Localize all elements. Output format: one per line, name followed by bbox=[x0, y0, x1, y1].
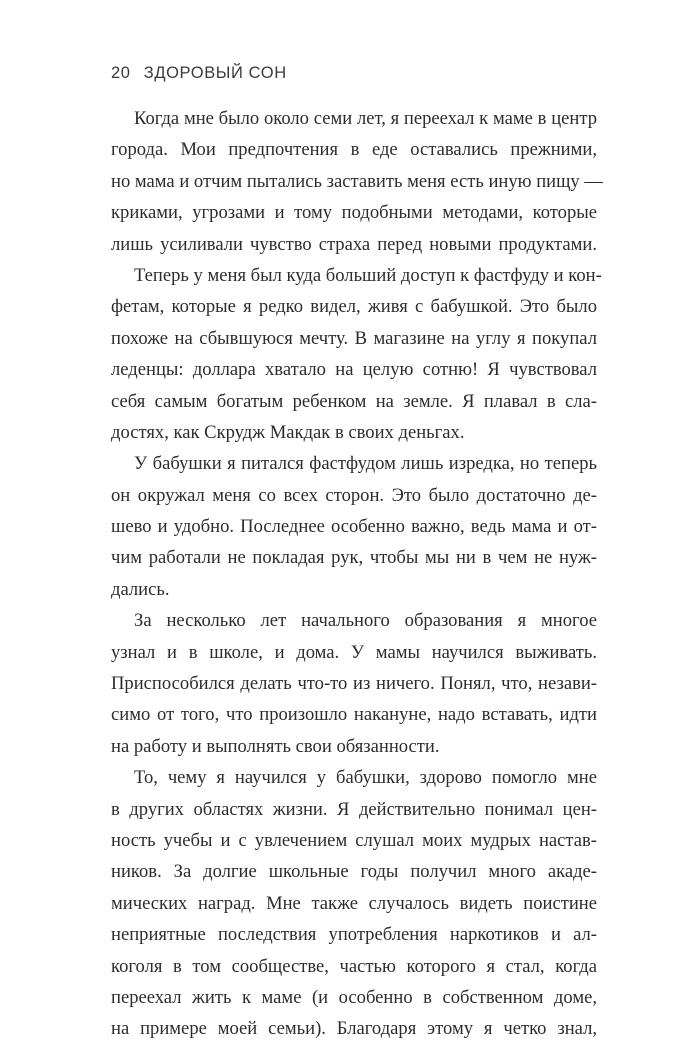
text-line: чим работали не покладая рук, чтобы мы ни в чем не нуж- bbox=[111, 547, 597, 569]
chapter-title: ЗДОРОВЫЙ СОН bbox=[143, 64, 287, 82]
text-line: фетам, которые я редко видел, живя с бабушкой. Это было bbox=[111, 296, 597, 318]
text-line: на работу и выполнять свои обязанности. bbox=[111, 735, 440, 757]
paragraph bbox=[111, 260, 602, 448]
text-line: ников. За долгие школьные годы получил много акаде- bbox=[111, 861, 597, 883]
text-line: он окружал меня со всех сторон. Это было достаточно де- bbox=[111, 484, 597, 506]
paragraph bbox=[111, 605, 597, 762]
text-line: достях, как Скрудж Макдак в своих деньгах. bbox=[111, 421, 465, 443]
text-line: лишь усиливали чувство страха перед новыми продуктами. bbox=[111, 233, 597, 255]
text-line: дались. bbox=[111, 578, 170, 600]
text-line: Когда мне было около семи лет, я переехал к маме в центр bbox=[134, 108, 597, 129]
running-head bbox=[111, 64, 287, 83]
text-line: леденцы: доллара хватало на целую сотню! Я чувствовал bbox=[111, 359, 597, 381]
text-line: в других областях жизни. Я действительно понимал цен- bbox=[111, 798, 597, 820]
page-number: 20 bbox=[111, 64, 131, 82]
text-line: на примере моей семьи). Благодаря этому я четко знал, bbox=[111, 1018, 597, 1040]
text-line: коголя в том сообществе, частью которого я стал, когда bbox=[111, 955, 597, 977]
text-line: мических наград. Мне также случалось видеть поистине bbox=[111, 892, 597, 914]
text-line: симо от того, что произошло накануне, надо вставать, идти bbox=[111, 704, 597, 726]
text-line: У бабушки я питался фастфудом лишь изредка, но теперь bbox=[134, 453, 597, 475]
text-line: шево и удобно. Последнее особенно важно, ведь мама и от- bbox=[111, 516, 597, 538]
paragraph bbox=[111, 448, 597, 605]
text-line: себя самым богатым ребенком на земле. Я плавал в сла- bbox=[111, 390, 597, 412]
text-line: Приспособился делать что-то из ничего. Понял, что, незави- bbox=[111, 673, 597, 695]
body-text bbox=[111, 103, 603, 1045]
text-line: неприятные последствия употребления наркотиков и ал- bbox=[111, 924, 597, 946]
text-line: За несколько лет начального образования я многое bbox=[134, 610, 597, 632]
paragraph bbox=[111, 762, 597, 1045]
text-line: похоже на сбывшуюся мечту. В магазине на углу я покупал bbox=[111, 327, 597, 349]
text-line: но мама и отчим пытались заставить меня есть иную пищу — bbox=[111, 170, 603, 192]
text-line: ность учебы и с увлечением слушал моих мудрых настав- bbox=[111, 829, 597, 851]
text-line: переехал жить к маме (и особенно в собственном доме, bbox=[111, 986, 597, 1008]
text-line: криками, угрозами и тому подобными методами, которые bbox=[111, 202, 597, 224]
text-line: Теперь у меня был куда больший доступ к фастфуду и кон- bbox=[134, 264, 602, 286]
paragraph bbox=[111, 103, 603, 260]
text-line: города. Мои предпочтения в еде оставались прежними, bbox=[111, 139, 597, 161]
text-line: То, чему я научился у бабушки, здорово помогло мне bbox=[134, 767, 597, 789]
text-line: узнал и в школе, и дома. У мамы научился выживать. bbox=[111, 641, 597, 663]
